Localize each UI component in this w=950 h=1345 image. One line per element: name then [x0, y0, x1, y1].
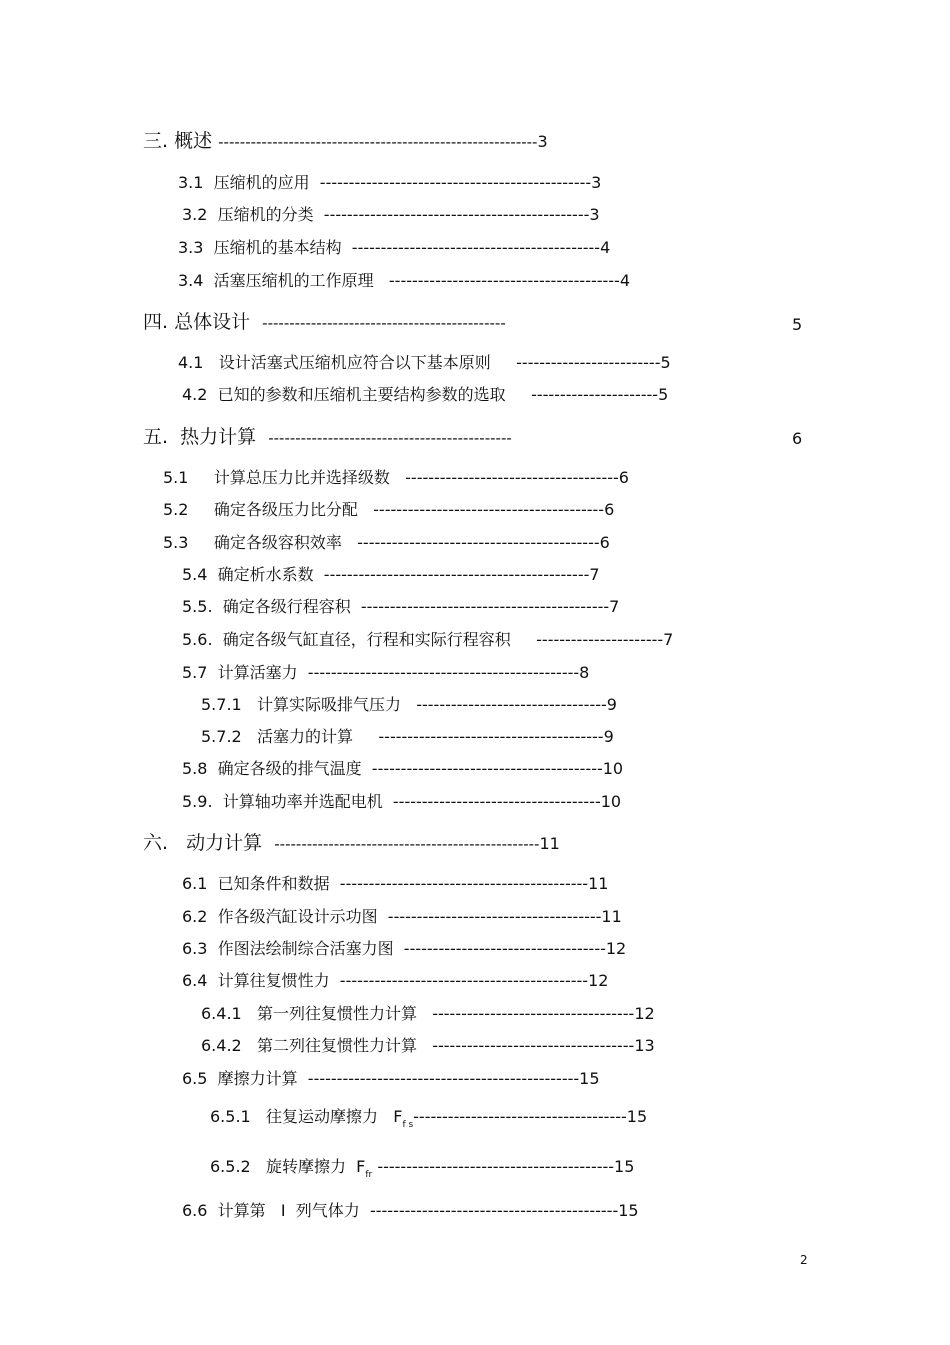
toc-title: 5.1 计算总压力比并选择级数	[163, 468, 406, 487]
toc-page: 12	[605, 939, 627, 958]
toc-page: 9	[606, 695, 617, 714]
toc-page: 11	[588, 874, 609, 893]
toc-leader: -------------------------------------------	[339, 971, 589, 990]
toc-title: 5.5. 确定各级行程容积	[182, 597, 361, 616]
toc-page: 4	[600, 238, 611, 257]
toc-entry-6-4-1[interactable]	[201, 1006, 655, 1022]
toc-page: 10	[602, 759, 624, 778]
toc-page: 6	[599, 533, 610, 552]
toc-page: 3	[537, 132, 548, 151]
toc-page: 7	[609, 597, 620, 616]
toc-page: 5	[660, 353, 671, 372]
toc-entry-4-1[interactable]	[178, 355, 671, 371]
toc-leader: -------------------------------------	[387, 907, 602, 926]
toc-entry-6-2[interactable]	[182, 909, 622, 925]
toc-entry-6-5[interactable]	[182, 1071, 600, 1087]
toc-title: 3.1 压缩机的应用	[178, 173, 320, 192]
toc-page: 10	[600, 792, 622, 811]
toc-page: 12	[588, 971, 609, 990]
toc-page: 15	[626, 1107, 648, 1126]
toc-entry-5-9[interactable]	[182, 794, 621, 810]
toc-title: 5.8 确定各级的排气温度	[182, 759, 372, 778]
toc-title: 5.6. 确定各级气缸直径，行程和实际行程容积	[182, 630, 537, 649]
toc-leader: -----------------------------------------	[372, 1157, 615, 1176]
toc-leader: -----------------------------------	[432, 1036, 635, 1055]
toc-title: 四. 总体设计	[143, 311, 263, 333]
toc-leader: -------------------------------------	[405, 468, 619, 487]
toc-title: 6.2 作各级汽缸设计示功图	[182, 907, 388, 926]
toc-leader: ---------------------------------------------	[268, 429, 512, 447]
toc-leader: -------------------------------------------	[351, 238, 601, 257]
toc-title: 5.7.2 活塞力的计算	[201, 727, 379, 746]
toc-title: 5.4 确定析水系数	[182, 565, 324, 584]
toc-page: 15	[618, 1201, 639, 1220]
toc-title: 6.5 摩擦力计算	[182, 1069, 308, 1088]
toc-title: 三. 概述	[143, 130, 219, 152]
toc-subscript: f s	[402, 1120, 414, 1130]
toc-page: 6	[604, 500, 615, 519]
toc-page-section-5: 6	[792, 429, 803, 448]
toc-entry-5-7-1[interactable]	[201, 697, 617, 713]
toc-entry-3-1[interactable]	[178, 175, 601, 191]
toc-title: 3.2 压缩机的分类	[182, 205, 324, 224]
toc-title: 3.4 活塞压缩机的工作原理	[178, 271, 389, 290]
toc-subscript: fr	[365, 1170, 373, 1180]
toc-page-section-4: 5	[792, 315, 803, 334]
toc-entry-4-2[interactable]	[182, 387, 668, 403]
toc-page: 11	[539, 834, 560, 853]
toc-entry-3-2[interactable]	[182, 207, 600, 223]
toc-leader: -------------------------	[516, 353, 661, 372]
toc-leader: ----------------------------------------	[371, 759, 603, 778]
page-number: 2	[800, 1253, 808, 1267]
toc-leader: -----------------------------------------------	[319, 173, 592, 192]
toc-entry-5-8[interactable]	[182, 761, 623, 777]
toc-title: 六. 动力计算	[143, 832, 275, 854]
toc-entry-6-5-2[interactable]	[210, 1159, 634, 1180]
toc-leader: -------------------------------------------------	[274, 835, 540, 853]
toc-section-6[interactable]	[143, 834, 560, 853]
toc-leader: ---------------------------------------	[378, 727, 604, 746]
toc-entry-5-5[interactable]	[182, 599, 619, 615]
toc-title: 6.5.1 往复运动摩擦力 F	[210, 1107, 403, 1126]
toc-section-5[interactable]	[143, 428, 512, 447]
toc-title: 5.7 计算活塞力	[182, 663, 308, 682]
toc-title: 五. 热力计算	[143, 426, 269, 448]
toc-title: 6.4.1 第一列往复惯性力计算	[201, 1004, 433, 1023]
toc-leader: ----------------------	[531, 385, 659, 404]
toc-leader: ---------------------------------	[416, 695, 607, 714]
toc-leader: ----------------------------------------------	[323, 205, 590, 224]
toc-leader: ----------------------------------------	[388, 271, 620, 290]
toc-title: 4.1 设计活塞式压缩机应符合以下基本原则	[178, 353, 517, 372]
toc-title: 6.6 计算第 I 列气体力	[182, 1201, 370, 1220]
toc-title: 5.9. 计算轴功率并选配电机	[182, 792, 393, 811]
toc-leader: -------------------------------------------	[360, 597, 610, 616]
toc-leader: ----------------------	[536, 630, 664, 649]
toc-page: 11	[601, 907, 622, 926]
toc-page: 8	[579, 663, 590, 682]
toc-leader: -----------------------------------------------------------	[218, 133, 538, 151]
toc-title: 6.5.2 旋转摩擦力 F	[210, 1157, 366, 1176]
toc-page: 15	[579, 1069, 600, 1088]
toc-title: 6.1 已知条件和数据	[182, 874, 340, 893]
toc-entry-3-4[interactable]	[178, 273, 630, 289]
toc-title: 6.4 计算往复惯性力	[182, 971, 340, 990]
toc-title: 6.3 作图法绘制综合活塞力图	[182, 939, 404, 958]
toc-leader: ------------------------------------	[392, 792, 601, 811]
toc-page: 7	[663, 630, 674, 649]
toc-leader: ---------------------------------------------	[262, 314, 506, 332]
toc-leader: -------------------------------------	[413, 1107, 627, 1126]
toc-section-4[interactable]	[143, 313, 506, 332]
toc-leader: -----------------------------------------------	[307, 663, 580, 682]
toc-title: 3.3 压缩机的基本结构	[178, 238, 352, 257]
toc-page: 12	[634, 1004, 655, 1023]
toc-title: 5.2 确定各级压力比分配	[163, 500, 374, 519]
toc-entry-6-6[interactable]	[182, 1203, 639, 1219]
toc-leader: ----------------------------------------------	[323, 565, 590, 584]
toc-leader: -------------------------------------------	[369, 1201, 619, 1220]
toc-entry-6-4-2[interactable]	[201, 1038, 655, 1054]
toc-leader: ----------------------------------------	[373, 500, 605, 519]
toc-page: 3	[591, 173, 602, 192]
toc-leader: -------------------------------------------	[339, 874, 589, 893]
toc-title: 4.2 已知的参数和压缩机主要结构参数的选取	[182, 385, 532, 404]
toc-entry-3-3[interactable]	[178, 240, 610, 256]
toc-entry-5-1[interactable]	[163, 470, 629, 486]
toc-page: 3	[589, 205, 600, 224]
toc-title: 6.4.2 第二列往复惯性力计算	[201, 1036, 433, 1055]
toc-page: 9	[603, 727, 614, 746]
toc-entry-5-7[interactable]	[182, 665, 589, 681]
toc-page: 5	[658, 385, 669, 404]
toc-entry-5-2[interactable]	[163, 502, 614, 518]
toc-entry-6-3[interactable]	[182, 941, 626, 957]
toc-page: 13	[634, 1036, 655, 1055]
toc-entry-6-5-1[interactable]	[210, 1109, 647, 1130]
toc-entry-5-3[interactable]	[163, 535, 610, 551]
toc-entry-6-4[interactable]	[182, 973, 608, 989]
toc-page: 6	[618, 468, 629, 487]
toc-entry-5-6[interactable]	[182, 632, 673, 648]
toc-section-3[interactable]	[143, 132, 548, 151]
toc-entry-6-1[interactable]	[182, 876, 608, 892]
toc-leader: -----------------------------------------------	[307, 1069, 580, 1088]
toc-leader: -----------------------------------	[432, 1004, 635, 1023]
toc-title: 5.3 确定各级容积效率	[163, 533, 358, 552]
toc-leader: ------------------------------------------	[357, 533, 600, 552]
toc-page: 4	[619, 271, 631, 290]
toc-entry-5-4[interactable]	[182, 567, 600, 583]
toc-page: 7	[589, 565, 600, 584]
toc-title: 5.7.1 计算实际吸排气压力	[201, 695, 417, 714]
toc-page: 15	[614, 1157, 635, 1176]
toc-leader: -----------------------------------	[403, 939, 606, 958]
toc-entry-5-7-2[interactable]	[201, 729, 614, 745]
